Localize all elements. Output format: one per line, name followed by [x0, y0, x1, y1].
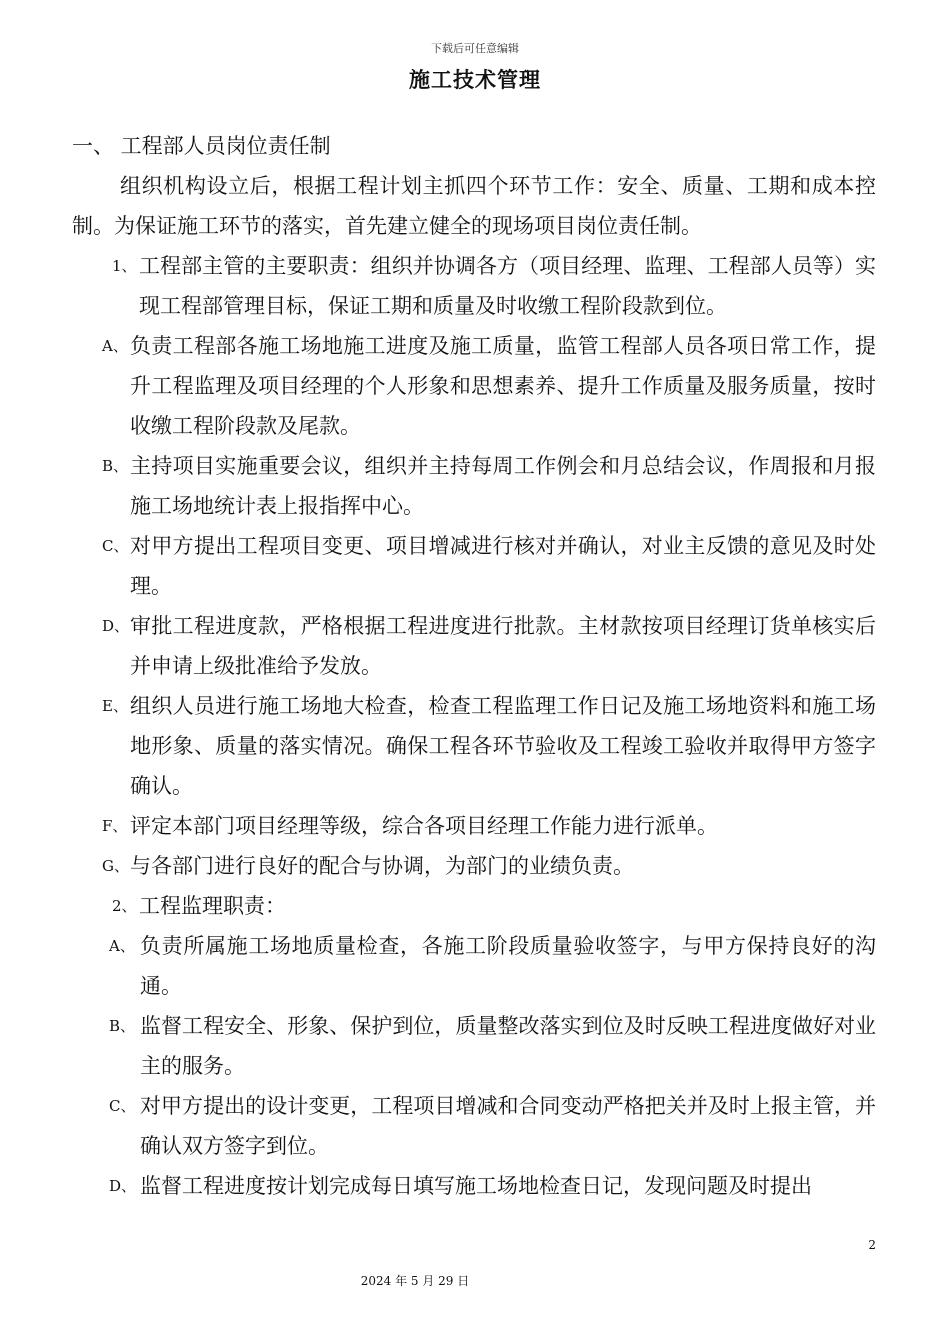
sublist-item — [72, 926, 876, 1006]
list-item-text: 工程部主管的主要职责：组织并协调各方（项目经理、监理、工程部人员等）实现工程部管理目标，保证工期和质量及时收缴工程阶段款到位。 — [139, 254, 876, 318]
list-item-text: 对甲方提出工程项目变更、项目增减进行核对并确认，对业主反馈的意见及时处理。 — [130, 534, 876, 598]
list-marker: A、 — [102, 337, 128, 355]
sublist-item — [72, 606, 876, 686]
list-marker: A、 — [109, 937, 135, 955]
sublist-item — [72, 1166, 876, 1206]
list-marker: G、 — [102, 857, 129, 875]
sublist-item — [72, 326, 876, 446]
intro-paragraph: 组织机构设立后，根据工程计划主抓四个环节工作：安全、质量、工期和成本控制。为保证施工环节的落实，首先建立健全的现场项目岗位责任制。 — [72, 174, 876, 238]
list-item-text: 监督工程进度按计划完成每日填写施工场地检查日记，发现问题及时提出 — [140, 1174, 812, 1198]
list-marker: 2、 — [112, 897, 137, 915]
section-heading: 一、 工程部人员岗位责任制 — [72, 134, 331, 158]
list-item-text: 与各部门进行良好的配合与协调，为部门的业绩负责。 — [130, 854, 634, 878]
sublist-item — [72, 686, 876, 806]
list-item-text: 审批工程进度款，严格根据工程进度进行批款。主材款按项目经理订货单核实后并申请上级批准给予发放。 — [130, 614, 876, 678]
list-marker: 1、 — [112, 257, 137, 275]
sublist-item — [72, 806, 876, 846]
list-marker: F、 — [102, 817, 128, 835]
sublist-item — [72, 526, 876, 606]
list-marker: B、 — [102, 457, 129, 475]
list-item-text: 负责工程部各施工场地施工进度及施工质量，监管工程部人员各项日常工作，提升工程监理及项目经理的个人形象和思想素养、提升工作质量及服务质量，按时收缴工程阶段款及尾款。 — [130, 334, 876, 438]
list-marker: C、 — [109, 1097, 136, 1115]
list-marker: D、 — [102, 617, 130, 635]
list-marker: D、 — [109, 1177, 137, 1195]
sublist-item — [72, 1086, 876, 1166]
sublist-item — [72, 846, 876, 886]
sublist-item — [72, 1006, 876, 1086]
list-item-text: 组织人员进行施工场地大检查，检查工程监理工作日记及施工场地资料和施工场地形象、质量的落实情况。确保工程各环节验收及工程竣工验收并取得甲方签字确认。 — [130, 694, 876, 798]
header-note: 下载后可任意编辑 — [431, 42, 519, 55]
list-marker: B、 — [109, 1017, 136, 1035]
list-item-1 — [72, 246, 876, 326]
list-marker: C、 — [102, 537, 129, 555]
list-item-text: 主持项目实施重要会议，组织并主持每周工作例会和月总结会议，作周报和月报施工场地统计表上报指挥中心。 — [130, 454, 876, 518]
list-item-text: 评定本部门项目经理等级，综合各项目经理工作能力进行派单。 — [130, 814, 718, 838]
sublist-2 — [72, 926, 876, 1206]
document-body — [72, 126, 876, 1206]
list-item-text: 负责所属施工场地质量检查，各施工阶段质量验收签字，与甲方保持良好的沟通。 — [140, 934, 876, 998]
list-item-2 — [72, 886, 876, 926]
document-title: 施工技术管理 — [409, 68, 541, 92]
sublist-item — [72, 446, 876, 526]
footer-date: 2024 年 5 月 29 日 — [360, 1274, 470, 1288]
list-item-text: 对甲方提出的设计变更，工程项目增减和合同变动严格把关并及时上报主管，并确认双方签字到位。 — [140, 1094, 876, 1158]
list-marker: E、 — [102, 697, 128, 715]
list-item-text: 工程监理职责： — [139, 894, 286, 918]
list-item-text: 监督工程安全、形象、保护到位，质量整改落实到位及时反映工程进度做好对业主的服务。 — [140, 1014, 876, 1078]
sublist-1 — [72, 326, 876, 886]
page-number: 2 — [868, 1238, 876, 1252]
